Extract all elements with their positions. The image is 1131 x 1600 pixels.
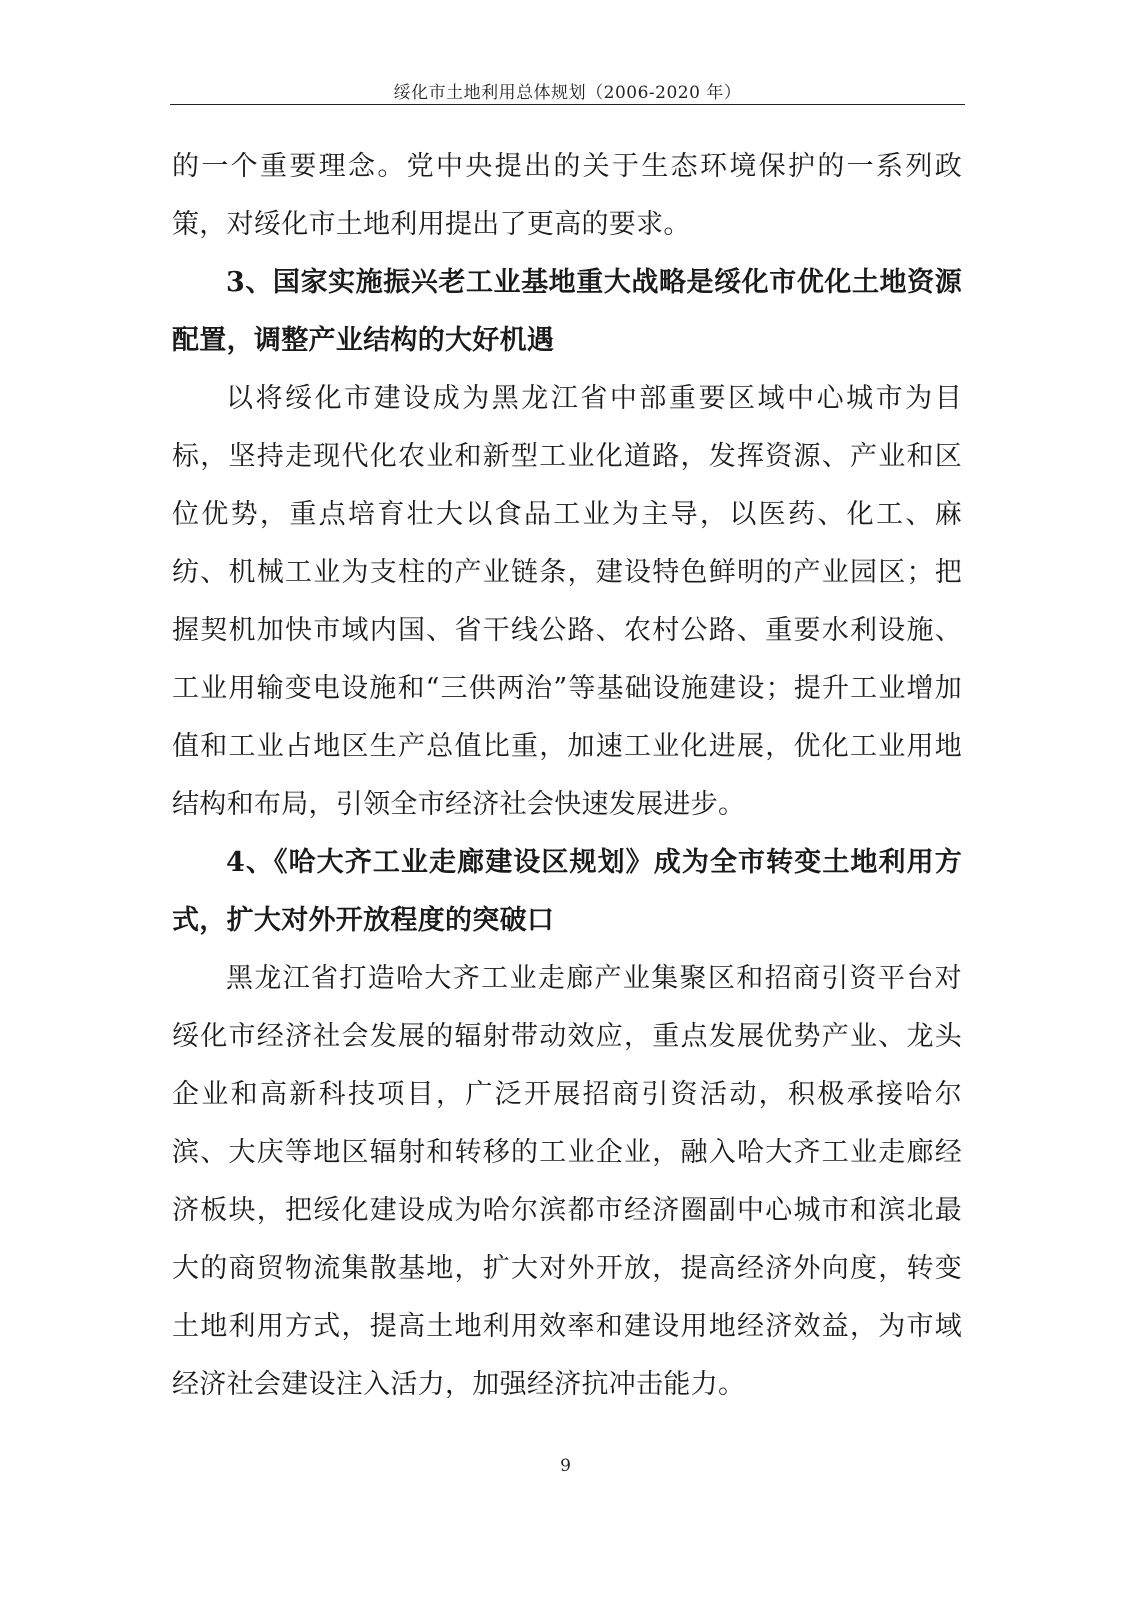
running-header: 绥化市土地利用总体规划（2006-2020 年） (393, 83, 742, 103)
document-body (172, 138, 962, 1414)
paragraph-section-4: 黑龙江省打造哈大齐工业走廊产业集聚区和招商引资平台对绥化市经济社会发展的辐射带动效应，重点发展优势产业、龙头企业和高新科技项目，广泛开展招商引资活动，积极承接哈尔滨、大庆等地区辐射和转移的工业企业，融入哈大齐工业走廊经济板块，把绥化建设成为哈尔滨都市经济圈副中心城市和滨北最大的商贸物流集散基地，扩大对外开放，提高经济外向度，转变土地利用方式，提高土地利用效率和建设用地经济效益，为市域经济社会建设注入活力，加强经济抗冲击能力。 (172, 963, 962, 1400)
section-heading-3: 3、国家实施振兴老工业基地重大战略是绥化市优化土地资源配置，调整产业结构的大好机遇 (172, 267, 962, 356)
section-heading-4: 4、《哈大齐工业走廊建设区规划》成为全市转变土地利用方式，扩大对外开放程度的突破口 (172, 847, 962, 936)
paragraph-section-3: 以将绥化市建设成为黑龙江省中部重要区域中心城市为目标，坚持走现代化农业和新型工业化道路，发挥资源、产业和区位优势，重点培育壮大以食品工业为主导，以医药、化工、麻纺、机械工业为支柱的产业链条，建设特色鲜明的产业园区；把握契机加快市域内国、省干线公路、农村公路、重要水利设施、工业用输变电设施和“三供两治”等基础设施建设；提升工业增加值和工业占地区生产总值比重，加速工业化进展，优化工业用地结构和布局，引领全市经济社会快速发展进步。 (172, 383, 962, 820)
paragraph-continuation: 的一个重要理念。党中央提出的关于生态环境保护的一系列政策，对绥化市土地利用提出了更高的要求。 (172, 151, 962, 240)
header-rule (170, 104, 965, 105)
page-number: 9 (560, 1456, 571, 1476)
